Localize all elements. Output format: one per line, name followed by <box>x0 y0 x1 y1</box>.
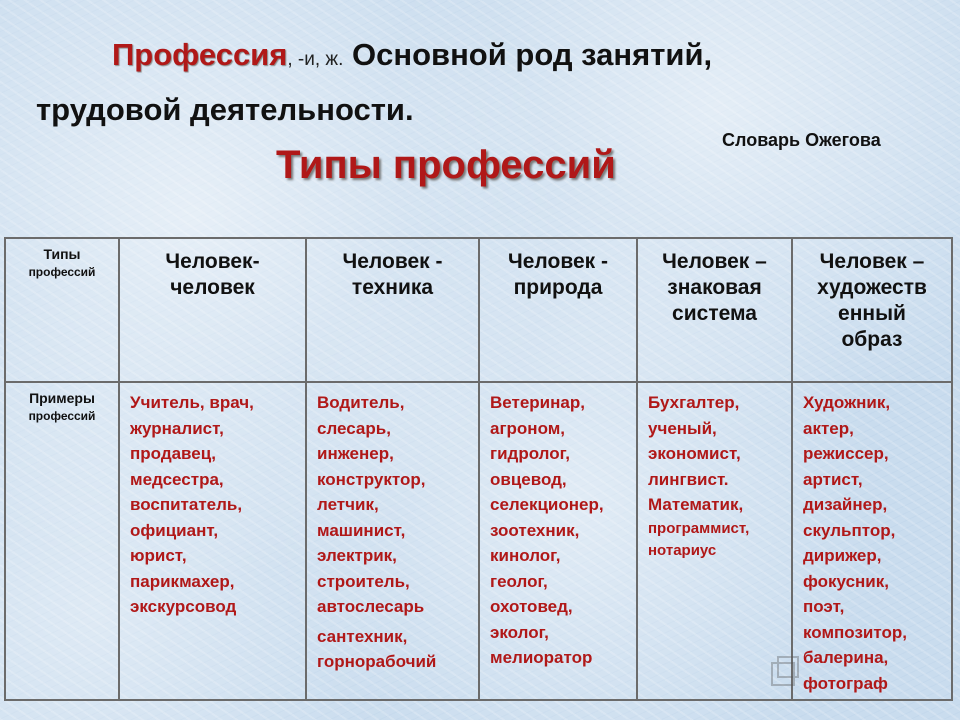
example-item: воспитатель, <box>130 495 243 514</box>
professions-table <box>4 237 953 701</box>
example-item: сантехник, <box>317 626 408 646</box>
examples-cell <box>119 382 306 700</box>
row-label-examples-line1: Примеры <box>29 390 95 406</box>
example-item: Водитель, <box>317 393 405 412</box>
example-item: охотовед, <box>490 597 573 616</box>
example-item: режиссер, <box>803 444 889 463</box>
examples-cell <box>306 382 479 700</box>
example-item: Учитель, врач, <box>130 393 254 412</box>
example-item: горнорабочий <box>317 652 437 671</box>
example-item: экономист, <box>648 444 741 463</box>
example-item: геолог, <box>490 571 548 591</box>
example-item: продавец, <box>130 444 216 463</box>
type-header-line: художеств <box>817 276 927 299</box>
example-item: автослесарь <box>317 597 425 616</box>
example-item: агроном, <box>490 418 566 438</box>
example-item: слесарь, <box>317 418 391 438</box>
type-header-line: Человек- <box>165 250 260 273</box>
example-item: официант, <box>130 520 219 540</box>
example-item: фокусник, <box>803 571 889 591</box>
example-item: программист, <box>648 519 750 537</box>
example-item: инженер, <box>317 444 394 463</box>
type-header-cell <box>119 238 306 382</box>
type-header-line: Человек - <box>508 250 608 273</box>
example-item: электрик, <box>317 546 397 565</box>
example-item: овцевод, <box>490 469 567 489</box>
type-header-cell <box>306 238 479 382</box>
example-item: строитель, <box>317 571 410 591</box>
example-item: зоотехник, <box>490 520 580 540</box>
example-item: парикмахер, <box>130 571 235 591</box>
example-item: экскурсовод <box>130 597 237 616</box>
example-item: композитор, <box>803 622 907 642</box>
examples-cell <box>479 382 637 700</box>
example-item: фотограф <box>803 673 888 693</box>
type-header-line: знаковая <box>667 276 762 299</box>
type-header-cell <box>637 238 792 382</box>
example-item: дизайнер, <box>803 495 888 514</box>
examples-cell <box>792 382 952 700</box>
example-item: артист, <box>803 469 863 489</box>
example-item: Художник, <box>803 393 891 412</box>
example-item: эколог, <box>490 622 549 642</box>
type-header-line: техника <box>351 276 434 299</box>
example-item: скульптор, <box>803 520 896 540</box>
example-item: поэт, <box>803 597 845 616</box>
example-item: Математик, <box>648 495 744 514</box>
example-item: Бухгалтер, <box>648 393 740 412</box>
example-item: конструктор, <box>317 469 426 489</box>
table-row-types <box>5 238 952 382</box>
type-header-line: человек <box>170 276 255 299</box>
example-item: нотариус <box>648 541 717 559</box>
example-item: дирижер, <box>803 546 882 565</box>
definition-line-1 <box>36 30 916 85</box>
example-item: лингвист. <box>648 469 729 489</box>
example-item: актер, <box>803 418 854 438</box>
definition-line-2: трудовой деятельности. <box>36 92 414 127</box>
example-item: журналист, <box>130 418 224 438</box>
definition <box>36 30 916 135</box>
example-item: мелиоратор <box>490 648 593 667</box>
example-item: юрист, <box>130 546 187 565</box>
example-item: машинист, <box>317 520 406 540</box>
example-item: медсестра, <box>130 469 224 489</box>
example-item: балерина, <box>803 648 889 667</box>
type-header-line: система <box>672 302 757 325</box>
type-header-line: Человек - <box>342 250 443 273</box>
definition-text-1: Основной род занятий, <box>352 37 713 72</box>
row-label-types-line1: Типы <box>43 246 81 262</box>
page-title: Типы профессий <box>276 143 616 187</box>
row-label-examples-line2: профессий <box>28 409 96 423</box>
example-item: селекционер, <box>490 495 604 514</box>
definition-term: Профессия <box>112 37 288 72</box>
definition-grammar: , -и, ж. <box>287 49 344 70</box>
type-header-line: образ <box>841 328 903 351</box>
example-item: ученый, <box>648 418 717 438</box>
table-row-examples <box>5 382 952 700</box>
type-header-line: природа <box>513 276 603 299</box>
type-header-line: Человек – <box>662 250 767 273</box>
dictionary-source: Словарь Ожегова <box>722 130 881 150</box>
row-label-types <box>5 238 119 382</box>
watermark-icon <box>770 655 800 689</box>
row-label-types-line2: профессий <box>28 265 96 279</box>
type-header-cell <box>792 238 952 382</box>
row-label-examples <box>5 382 119 700</box>
type-header-cell <box>479 238 637 382</box>
example-item: Ветеринар, <box>490 393 585 412</box>
example-item: летчик, <box>317 495 379 514</box>
example-item: гидролог, <box>490 444 570 463</box>
examples-cell <box>637 382 792 700</box>
type-header-line: енный <box>838 302 906 325</box>
example-item: кинолог, <box>490 546 561 565</box>
type-header-line: Человек – <box>819 250 925 273</box>
